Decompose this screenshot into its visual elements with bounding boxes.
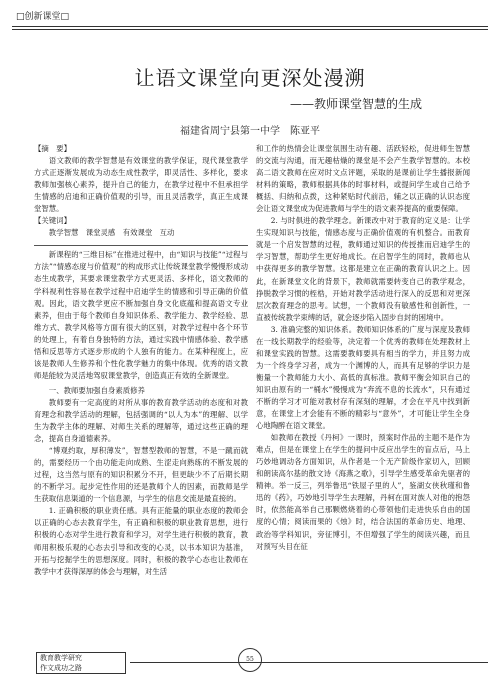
journal-line-1: 教育教学研究	[40, 654, 82, 662]
journal-name-box	[36, 652, 126, 674]
article-title: 让语文课堂向更深处漫溯	[134, 66, 366, 90]
article-subtitle: ——教师课堂智慧的生成	[289, 97, 422, 111]
abstract-label: 【摘 要】	[34, 144, 71, 153]
body-paragraph: 3. 准确完整的知识体系。教师知识体系的广度与深度及教师在一线长期教学的经验等，决定着一个优秀的教师在处理教材上和课堂实践的智慧。这需要教师要具有相当的学力，并且努力成为一个终身学习者，成为一个渊博的人，而具有足够的学识力是衡量一个教师能力大小、高低的真标准。教师平衡会知识自己的知识由原有的一“桶水”慢慢成为“奔流不息的长流水”，只有通过不断的学习才可能对教材存有深刻的理解，才会在平凡中找到新意，在课堂上才会能有不断的精彩与“意外”，才可能让学生全身心地陶醉在语文课堂。	[256, 324, 470, 431]
header-rule	[12, 29, 488, 30]
abstract-text: 语文教师的教学智慧是有效课堂的教学保证，现代课堂教学方式正逐渐发展成为动态生成性教学，即灵活性、多样化，要求教师加强核心素养，提升自己的能力，在教学过程中不但承担学生情感的启迪和正确价值观的引导，而且灵活教学，真正生成课堂智慧。	[34, 156, 248, 214]
column-tag: □创新课堂□	[16, 12, 70, 22]
article-author: 福建省周宁县第一中学 陈亚平	[180, 126, 320, 137]
journal-line-2: 作文成功之路	[40, 664, 82, 672]
abstract-section	[34, 143, 248, 246]
keywords-label: 【关键词】	[34, 216, 71, 226]
body-paragraph: 和工作的热情会让课堂氛围生动有趣、活跃轻松，促进师生智慧的交流与沟通，而无趣枯燥的课堂是不会产生教学智慧的。本校高二语文教师在应对时文点评题，采取的是课前让学生播报新闻材料的策略，教师根据具体的时事材料，或提问学生或自己给予概括、归纳和点拨，这种紧贴时代前沿，辅之以正确的认识态度会让语文课堂成为促进教师与学生的语文素养提高的重要保障。	[256, 144, 470, 214]
page-number-emblem: 55	[238, 648, 262, 672]
footer-rule	[130, 662, 488, 663]
body-paragraph: 教师要有一定高度的对所从事的教育教学活动的态度和对教育理念和教学活动的理解，包括强调的“以人为本”的理解、以学生为教学主体的理解、对师生关系的理解等，通过这些正确的理念，提高自身道德素养。	[34, 397, 248, 444]
body-paragraph: 新课程的“三维目标”在推进过程中，由“知识与技能”“过程与方法”“情感态度与价值观”的构成形式让传统课堂教学慢慢形成动态生成教学，其要求课堂教学方式更灵活、多样化，语文教师的学科视利性容易在教学过程中启迪学生的情感和引导正确的价值观。因此，语文教学更应不断加强自身文化底蕴和提高语文专业素养，但由于每个教师自身知识体系、教学能力、教学经验、思维方式、教学风格等方面有很大的区别，对教学过程中各个环节的处理上，有着自身独特的方法，通过实践中情感体验、教学感悟和反思等方式逐步形成的个人独有的能力。在某种程度上，应该是教师人生修养和个性化教学魅力的集中体现。优秀的语文教师是能较为灵活地驾驭课堂教学，创造真正有效的全新课堂。	[34, 250, 248, 380]
left-column	[34, 143, 248, 578]
body-paragraph: 2. 与时俱进的教学理念。新课改中对于教育的定义是：让学生实现知识与技能，情感态度与正确价值观的有机整合。而教育就是一个启发智慧的过程，教师通过知识的传授推而启迪学生的学习智慧，帮助学生更好地成长。在启智学生的同时，教师也从中获得更多的教学智慧。这都是建立在正确的教育认识之上。因此，在新课堂文化的背景下，教师就需要转变自己的教学观念，挣脱教学习惯的桎梏，开始对教学活动进行深入的反思和对更深层次教育理念的思考。试想，一个教师没有敏感性和创新性，一直被传统教学束缚的话，就会逐步陷入固步自封的困境中。	[256, 216, 470, 322]
page-header	[12, 4, 488, 27]
keywords-text: 教学智慧 课堂灵感 有效课堂 互动	[48, 228, 175, 238]
right-column	[256, 143, 470, 553]
section-heading: 一、教师要加强自身素质修养	[48, 385, 145, 395]
body-paragraph: “博观约取，厚积薄发”，智慧型教师的智慧，不是一蹴而就的，需要经历一个由功能走向成熟、生涩走向熟练的不断发展的过程，这当然与原有的知识积累分不开，但更缺少不了后期长期的不断学习。起步定性作用的还是教师个人的因素，而教师是学生获取信息渠道的一个信息源，与学生的信息交流是最直接的。	[34, 446, 248, 504]
body-paragraph: 如教师在教授《丹柯》一课时，预案时作品的主题不是作为难点，但是在课堂上在学生的提问中反应出学生的盲点后，马上巧妙地调动各方面知识，从作者是一个无产阶级作家切入，回顾和朗读高尔基的散文诗《海燕之歌》，引导学生感受革命先驱者的精神。举一反三，列举鲁迅“铁屋子里的人”，鉴湖女侠秋瑾和鲁迅的《药》，巧妙地引导学生去理解，丹柯在面对族人对他的抱怨时，依然能高举自己那颗燃烧着的心带领他们走进快乐自由的国度的心情；阅读而果的《烛》时，结合法国的革命历史、地理、政治等学科知识，旁征博引，不但增强了学生的阅读兴趣，而且对预写头目在征	[256, 433, 470, 551]
body-paragraph: 1. 正确积极的职业责任感。具有正能量的职业态度的教师会以正确的心态去教育学生，有正确和积极的职业教育思想，进行积极的心态对学生进行教育和学习，对学生进行积极的教育，教师用积极乐观的心态去引导和改变的心灵，以书本知识为基准，开拓与挖掘学生的思想深度。同时，积极的教学心态也让教师在教学中才获得深厚的体会与理解，对生活	[34, 506, 248, 576]
